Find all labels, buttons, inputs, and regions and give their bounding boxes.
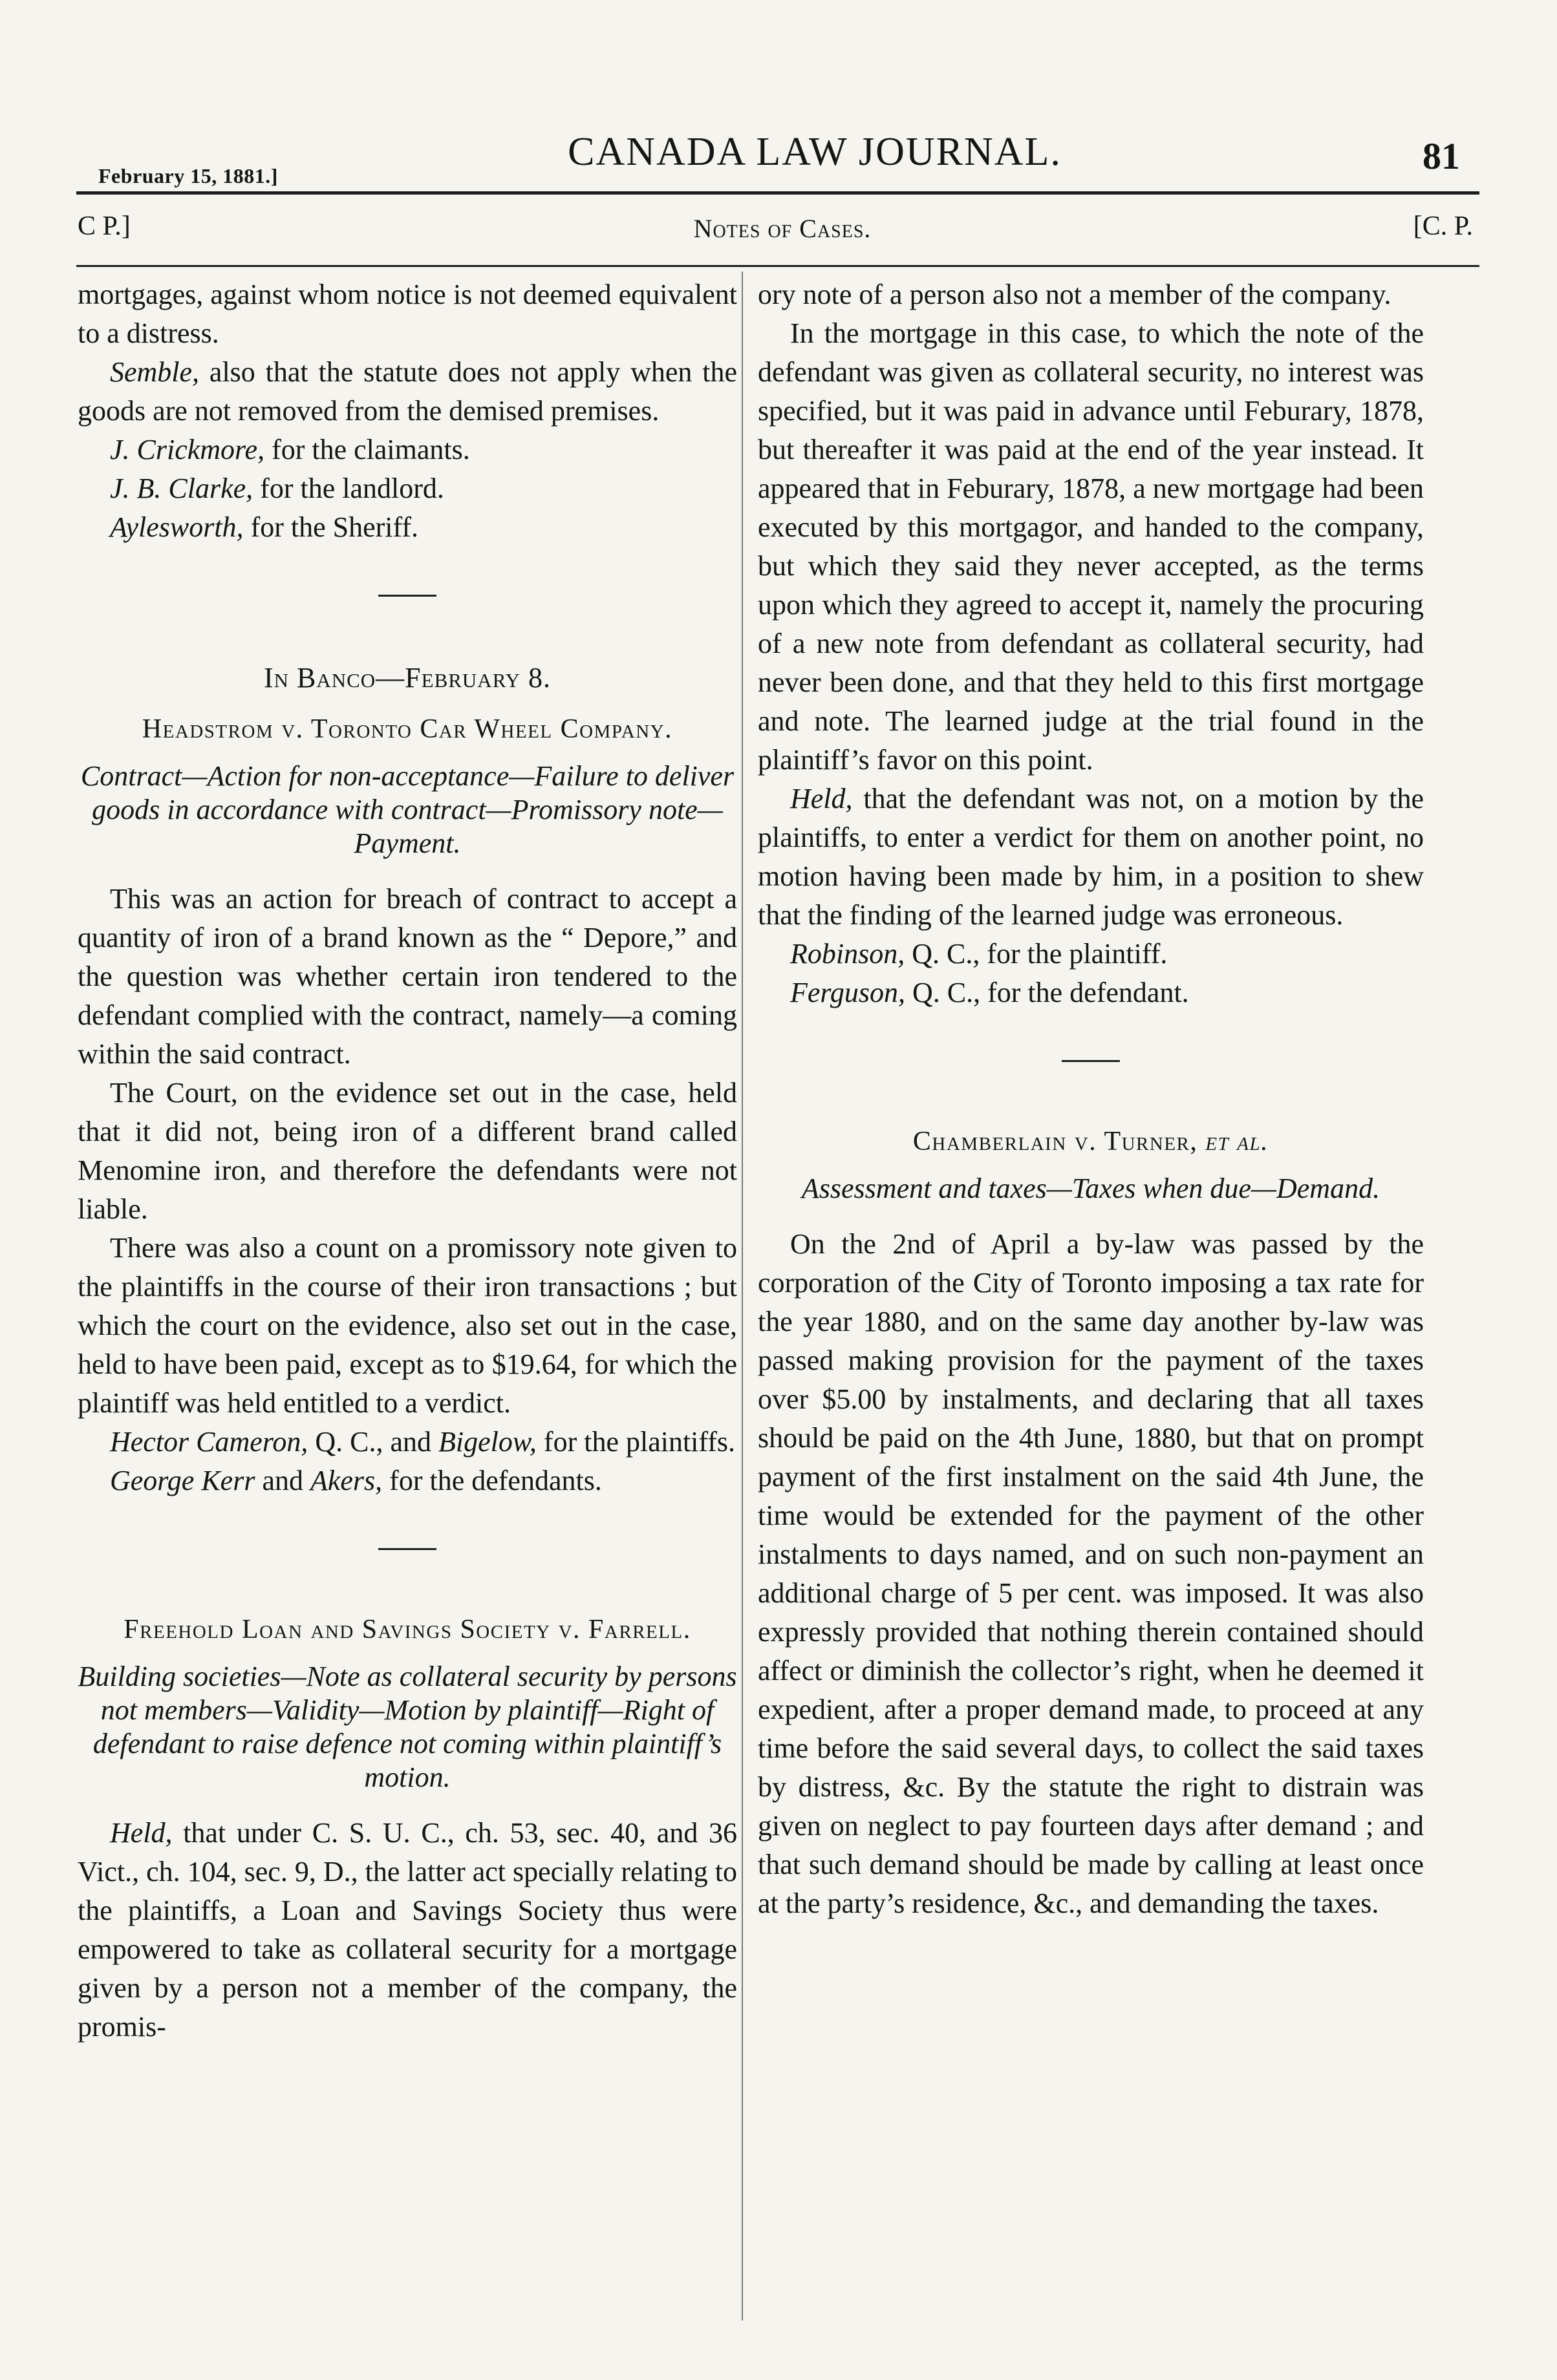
case-title: Freehold Loan and Savings Society v. Farrell. (123, 1615, 691, 1644)
subheader-rule (76, 265, 1479, 267)
journal-title: CANADA LAW JOURNAL. (568, 130, 1062, 174)
left-column (78, 275, 737, 2046)
counsel-line (758, 973, 1424, 1012)
counsel-name: Ferguson, (790, 977, 906, 1008)
paragraph: This was an action for breach of contract to accept a quantity of iron of a brand known as the “ Depore,” and the question was whether certain iron tendered to the defendant complied with the contract, namely—a coming within the said contract. (78, 883, 737, 1070)
counsel-line (78, 469, 737, 508)
held-term: Held, (790, 783, 853, 814)
paragraph (78, 1814, 737, 2046)
paragraph: There was also a count on a promissory note given to the plaintiffs in the course of their iron transactions ; but which the court on the evidence, also set out in the case, held to have been paid, except as to $19.64, for which the plaintiff was held entitled to a verdict. (78, 1232, 737, 1419)
column-divider (742, 271, 743, 2321)
section-title: Notes of Cases. (693, 214, 872, 243)
paragraph: The Court, on the evidence set out in the case, held that it did not, being iron of a different brand called Menomine iron, and therefore the defendants were not liable. (78, 1077, 737, 1225)
section-separator (1062, 1060, 1120, 1062)
counsel-line (758, 935, 1424, 973)
counsel-text: and (255, 1465, 310, 1496)
counsel-line (78, 508, 737, 547)
case-headnote: Assessment and taxes—Taxes when due—Demand. (801, 1173, 1380, 1204)
right-column (758, 275, 1424, 1923)
paragraph-text: that the defendant was not, on a motion by the plaintiffs, to enter a verdict for them on another point, no motion having been made by him, in a position to shew that the finding of the learned judge was erroneous. (758, 783, 1424, 931)
paragraph (78, 353, 737, 430)
counsel-line (78, 1461, 737, 1500)
section-right: [C. P. (1413, 211, 1473, 241)
counsel-name: Aylesworth, (110, 511, 244, 543)
counsel-role: for the Sheriff. (243, 511, 419, 543)
paragraph (758, 780, 1424, 935)
counsel-name: Akers, (310, 1465, 383, 1496)
section-separator (378, 1548, 436, 1550)
case-title (758, 1124, 1424, 1159)
issue-date: February 15, 1881.] (98, 164, 278, 187)
counsel-role: for the plaintiffs. (536, 1426, 736, 1458)
header-rule (76, 191, 1479, 195)
page-number: 81 (1423, 135, 1460, 177)
paragraph: On the 2nd of April a by-law was passed by the corporation of the City of Toronto imposing a tax rate for the year 1880, and on the same day another by-law was passed making provision for the payment of the taxes over $5.00 by instalments, and declaring that all taxes should be paid on the 4th June, 1880, but that on prompt payment of the first instalment on the said 4th June, the time would be extended for the payment of the other instalments to days named, and on such non-payment an additional charge of 5 per cent. was imposed. It was also expressly provided that nothing therein contained should affect or diminish the collector’s right, when he deemed it expedient, after a proper demand made, to proceed at any time before the said several days, to collect the said taxes by distress, &c. By the statute the right to distrain was given on neglect to pay fourteen days after demand ; and that such demand should be made by calling at least once at the party’s residence, &c., and demanding the taxes. (758, 1228, 1424, 1919)
counsel-role: for the claimants. (264, 434, 470, 465)
paragraph-text: also that the statute does not apply when the goods are not removed from the demised premises. (78, 356, 737, 427)
counsel-name: Bigelow, (438, 1426, 537, 1458)
paragraph: mortgages, against whom notice is not deemed equivalent to a distress. (78, 279, 737, 349)
counsel-role: Q. C., for the plaintiff. (905, 938, 1168, 970)
counsel-line (78, 430, 737, 469)
case-title-italic: et al. (1205, 1127, 1269, 1156)
counsel-name: Hector Cameron, (110, 1426, 308, 1458)
held-term: Held, (110, 1817, 173, 1849)
counsel-role: for the landlord. (253, 473, 444, 504)
case-title-text: Chamberlain v. Turner, (912, 1127, 1206, 1156)
case-title: Headstrom v. Toronto Car Wheel Company. (142, 714, 673, 744)
counsel-text: Q. C., and (308, 1426, 438, 1458)
section-left: C P.] (78, 211, 131, 241)
counsel-role: for the defendants. (382, 1465, 602, 1496)
paragraph: In the mortgage in this case, to which the note of the defendant was given as collateral security, no interest was specified, but it was paid in advance until Feburary, 1878, but thereafter it was paid at the end of the year instead. It appeared that in Feburary, 1878, a new mortgage had been executed by this mortgagor, and handed to the company, but which they said they never accepted, as the terms upon which they agreed to accept it, namely the procuring of a new note from defendant as collateral security, had never been done, and that they held to this first mortgage and note. The learned judge at the trial found in the plaintiff’s favor on this point. (758, 317, 1424, 776)
counsel-line (78, 1423, 737, 1461)
italic-term: Semble, (110, 356, 200, 388)
paragraph-text: that under C. S. U. C., ch. 53, sec. 40, and 36 Vict., ch. 104, sec. 9, D., the latter act specially relating to the plaintiffs, a Loan and Savings Society thus were empowered to take as collateral security for a mortgage given by a person not a member of the company, the promis- (78, 1817, 738, 2043)
counsel-name: J. Crickmore, (110, 434, 265, 465)
court-heading: In Banco—February 8. (263, 662, 552, 694)
case-headnote: Contract—Action for non-acceptance—Failure to deliver goods in accordance with contract—Promissory note—Payment. (80, 760, 735, 859)
case-headnote: Building societies—Note as collateral security by persons not members—Validity—Motion by plaintiff—Right of defendant to raise defence not coming within plaintiff’s motion. (78, 1661, 737, 1793)
counsel-name: George Kerr (110, 1465, 255, 1496)
counsel-name: Robinson, (790, 938, 905, 970)
section-separator (378, 595, 436, 597)
counsel-name: J. B. Clarke, (110, 473, 253, 504)
counsel-role: Q. C., for the defendant. (905, 977, 1189, 1008)
paragraph: ory note of a person also not a member of the company. (758, 279, 1391, 310)
